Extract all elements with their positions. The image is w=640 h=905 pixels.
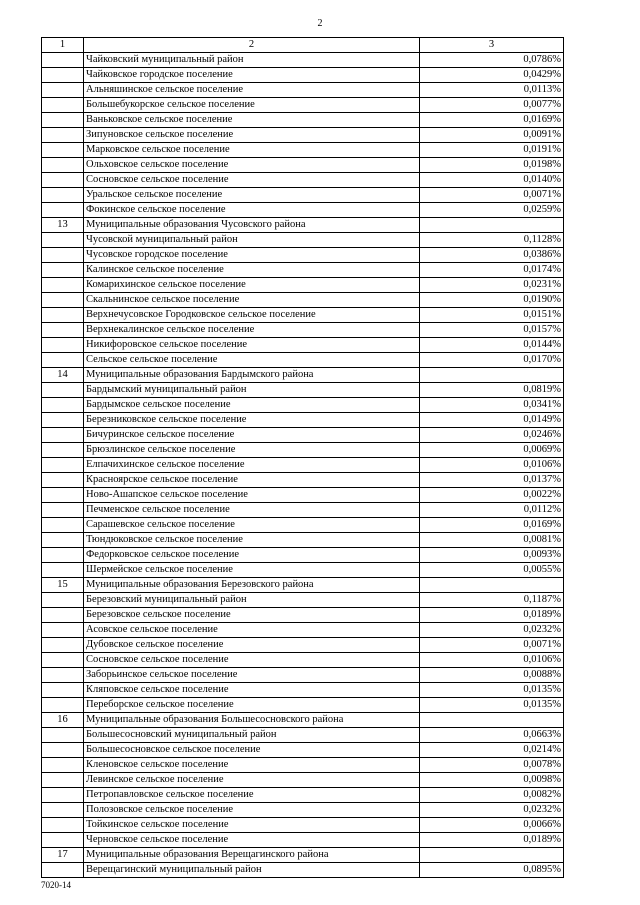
table-row xyxy=(42,848,564,863)
row-number xyxy=(42,113,84,128)
municipality-name: Муниципальные образования Бардымского района xyxy=(84,368,420,383)
table-row xyxy=(42,113,564,128)
share-value: 0,0169% xyxy=(420,113,564,128)
share-value: 0,0106% xyxy=(420,653,564,668)
municipality-name: Муниципальные образования Березовского района xyxy=(84,578,420,593)
municipality-name: Заборьинское сельское поселение xyxy=(84,668,420,683)
share-value: 0,0157% xyxy=(420,323,564,338)
share-value: 0,0082% xyxy=(420,788,564,803)
row-number xyxy=(42,503,84,518)
municipality-name: Чусовской муниципальный район xyxy=(84,233,420,248)
row-number xyxy=(42,143,84,158)
row-number xyxy=(42,173,84,188)
table-row xyxy=(42,758,564,773)
table-row xyxy=(42,458,564,473)
share-value: 0,1187% xyxy=(420,593,564,608)
table-row xyxy=(42,593,564,608)
row-number xyxy=(42,743,84,758)
row-number xyxy=(42,98,84,113)
municipality-name: Сосновское сельское поселение xyxy=(84,173,420,188)
row-number xyxy=(42,443,84,458)
table-row xyxy=(42,83,564,98)
share-value xyxy=(420,218,564,233)
table-row xyxy=(42,683,564,698)
header-col-3: 3 xyxy=(420,38,564,53)
share-value: 0,0071% xyxy=(420,188,564,203)
row-number xyxy=(42,383,84,398)
row-number xyxy=(42,518,84,533)
row-number xyxy=(42,593,84,608)
share-value: 0,0341% xyxy=(420,398,564,413)
row-number: 17 xyxy=(42,848,84,863)
table-row xyxy=(42,53,564,68)
row-number xyxy=(42,293,84,308)
municipality-name: Переборское сельское поселение xyxy=(84,698,420,713)
municipality-name: Марковское сельское поселение xyxy=(84,143,420,158)
table-row xyxy=(42,158,564,173)
municipality-name: Бардымский муниципальный район xyxy=(84,383,420,398)
municipality-name: Муниципальные образования Чусовского района xyxy=(84,218,420,233)
table-row xyxy=(42,548,564,563)
row-number xyxy=(42,863,84,878)
share-value: 0,0069% xyxy=(420,443,564,458)
share-value: 0,0137% xyxy=(420,473,564,488)
share-value: 0,0149% xyxy=(420,413,564,428)
share-value: 0,0819% xyxy=(420,383,564,398)
share-value: 0,0259% xyxy=(420,203,564,218)
municipality-name: Чусовское городское поселение xyxy=(84,248,420,263)
table-row xyxy=(42,488,564,503)
row-number xyxy=(42,563,84,578)
municipality-name: Березниковское сельское поселение xyxy=(84,413,420,428)
share-value: 0,0191% xyxy=(420,143,564,158)
table-row xyxy=(42,803,564,818)
municipality-name: Березовское сельское поселение xyxy=(84,608,420,623)
share-value xyxy=(420,713,564,728)
share-value: 0,0081% xyxy=(420,533,564,548)
row-number xyxy=(42,203,84,218)
share-value: 0,0077% xyxy=(420,98,564,113)
table-row xyxy=(42,413,564,428)
row-number xyxy=(42,248,84,263)
municipality-name: Муниципальные образования Верещагинского района xyxy=(84,848,420,863)
municipality-name: Кляповское сельское поселение xyxy=(84,683,420,698)
row-number xyxy=(42,788,84,803)
table-row xyxy=(42,623,564,638)
row-number xyxy=(42,758,84,773)
table-row xyxy=(42,668,564,683)
municipality-name: Большесосновский муниципальный район xyxy=(84,728,420,743)
municipality-name: Ольховское сельское поселение xyxy=(84,158,420,173)
share-value: 0,0071% xyxy=(420,638,564,653)
table-row xyxy=(42,698,564,713)
table-row xyxy=(42,383,564,398)
row-number xyxy=(42,338,84,353)
municipality-name: Ново-Ашапское сельское поселение xyxy=(84,488,420,503)
municipality-name: Елпачихинское сельское поселение xyxy=(84,458,420,473)
table-row xyxy=(42,308,564,323)
share-value: 0,0113% xyxy=(420,83,564,98)
share-value: 0,0055% xyxy=(420,563,564,578)
table-row xyxy=(42,578,564,593)
row-number xyxy=(42,83,84,98)
municipality-name: Альняшинское сельское поселение xyxy=(84,83,420,98)
row-number xyxy=(42,278,84,293)
table-row xyxy=(42,443,564,458)
table-row xyxy=(42,203,564,218)
share-value: 0,0189% xyxy=(420,833,564,848)
municipality-name: Верещагинский муниципальный район xyxy=(84,863,420,878)
table-row xyxy=(42,128,564,143)
table-row xyxy=(42,338,564,353)
allocation-table xyxy=(41,37,564,878)
municipality-name: Черновское сельское поселение xyxy=(84,833,420,848)
municipality-name: Ваньковское сельское поселение xyxy=(84,113,420,128)
table-row xyxy=(42,353,564,368)
municipality-name: Верхнекалинское сельское поселение xyxy=(84,323,420,338)
share-value: 0,0198% xyxy=(420,158,564,173)
share-value xyxy=(420,578,564,593)
municipality-name: Сарашевское сельское поселение xyxy=(84,518,420,533)
municipality-name: Комарихинское сельское поселение xyxy=(84,278,420,293)
share-value: 0,0106% xyxy=(420,458,564,473)
share-value: 0,0214% xyxy=(420,743,564,758)
row-number xyxy=(42,728,84,743)
table-row xyxy=(42,188,564,203)
row-number: 16 xyxy=(42,713,84,728)
row-number xyxy=(42,263,84,278)
table-row xyxy=(42,323,564,338)
municipality-name: Скальнинское сельское поселение xyxy=(84,293,420,308)
municipality-name: Тойкинское сельское поселение xyxy=(84,818,420,833)
share-value: 0,0232% xyxy=(420,623,564,638)
share-value: 0,0112% xyxy=(420,503,564,518)
share-value: 0,0231% xyxy=(420,278,564,293)
table-row xyxy=(42,713,564,728)
share-value: 0,0022% xyxy=(420,488,564,503)
municipality-name: Чайковское городское поселение xyxy=(84,68,420,83)
row-number xyxy=(42,128,84,143)
row-number xyxy=(42,188,84,203)
table-row xyxy=(42,248,564,263)
row-number xyxy=(42,833,84,848)
share-value: 0,0170% xyxy=(420,353,564,368)
row-number xyxy=(42,53,84,68)
share-value: 0,0066% xyxy=(420,818,564,833)
document-code: 7020-14 xyxy=(41,880,71,890)
municipality-name: Левинское сельское поселение xyxy=(84,773,420,788)
share-value: 0,0135% xyxy=(420,683,564,698)
row-number xyxy=(42,803,84,818)
table-row xyxy=(42,503,564,518)
table-row xyxy=(42,293,564,308)
table-row xyxy=(42,173,564,188)
municipality-name: Печменское сельское поселение xyxy=(84,503,420,518)
table-row xyxy=(42,428,564,443)
share-value: 0,0174% xyxy=(420,263,564,278)
municipality-name: Сосновское сельское поселение xyxy=(84,653,420,668)
municipality-name: Полозовское сельское поселение xyxy=(84,803,420,818)
row-number xyxy=(42,458,84,473)
row-number xyxy=(42,623,84,638)
row-number xyxy=(42,353,84,368)
municipality-name: Шермейское сельское поселение xyxy=(84,563,420,578)
share-value: 0,0190% xyxy=(420,293,564,308)
municipality-name: Бичуринское сельское поселение xyxy=(84,428,420,443)
row-number xyxy=(42,548,84,563)
share-value: 0,0098% xyxy=(420,773,564,788)
table-header-row xyxy=(42,38,564,53)
share-value: 0,0169% xyxy=(420,518,564,533)
municipality-name: Петропавловское сельское поселение xyxy=(84,788,420,803)
table-row xyxy=(42,653,564,668)
table-row xyxy=(42,788,564,803)
share-value: 0,0151% xyxy=(420,308,564,323)
page-number: 2 xyxy=(317,18,323,29)
municipality-name: Муниципальные образования Большесосновского района xyxy=(84,713,420,728)
row-number: 14 xyxy=(42,368,84,383)
table-row xyxy=(42,608,564,623)
share-value: 0,0144% xyxy=(420,338,564,353)
table-row xyxy=(42,818,564,833)
row-number xyxy=(42,473,84,488)
table-row xyxy=(42,773,564,788)
table-row xyxy=(42,68,564,83)
municipality-name: Большесосновское сельское поселение xyxy=(84,743,420,758)
share-value: 0,0078% xyxy=(420,758,564,773)
row-number xyxy=(42,233,84,248)
municipality-name: Федорковское сельское поселение xyxy=(84,548,420,563)
municipality-name: Большебукорское сельское поселение xyxy=(84,98,420,113)
table-row xyxy=(42,368,564,383)
row-number xyxy=(42,818,84,833)
row-number xyxy=(42,308,84,323)
municipality-name: Никифоровское сельское поселение xyxy=(84,338,420,353)
municipality-name: Красноярское сельское поселение xyxy=(84,473,420,488)
table-row xyxy=(42,743,564,758)
share-value xyxy=(420,848,564,863)
share-value: 0,0088% xyxy=(420,668,564,683)
row-number xyxy=(42,638,84,653)
row-number xyxy=(42,488,84,503)
table-row xyxy=(42,218,564,233)
municipality-name: Фокинское сельское поселение xyxy=(84,203,420,218)
municipality-name: Кленовское сельское поселение xyxy=(84,758,420,773)
municipality-name: Бардымское сельское поселение xyxy=(84,398,420,413)
table-row xyxy=(42,233,564,248)
table-row xyxy=(42,473,564,488)
share-value: 0,0189% xyxy=(420,608,564,623)
table-row xyxy=(42,728,564,743)
municipality-name: Чайковский муниципальный район xyxy=(84,53,420,68)
share-value: 0,0663% xyxy=(420,728,564,743)
table-row xyxy=(42,143,564,158)
municipality-name: Брюзлинское сельское поселение xyxy=(84,443,420,458)
row-number: 15 xyxy=(42,578,84,593)
row-number xyxy=(42,608,84,623)
share-value: 0,0093% xyxy=(420,548,564,563)
row-number xyxy=(42,668,84,683)
table-row xyxy=(42,563,564,578)
row-number xyxy=(42,428,84,443)
share-value: 0,0091% xyxy=(420,128,564,143)
table-row xyxy=(42,518,564,533)
table-row xyxy=(42,98,564,113)
table-row xyxy=(42,278,564,293)
row-number xyxy=(42,413,84,428)
municipality-name: Тюндюковское сельское поселение xyxy=(84,533,420,548)
table-row xyxy=(42,533,564,548)
share-value: 0,0232% xyxy=(420,803,564,818)
municipality-name: Верхнечусовское Городковское сельское поселение xyxy=(84,308,420,323)
row-number xyxy=(42,683,84,698)
table-row xyxy=(42,833,564,848)
share-value: 0,0386% xyxy=(420,248,564,263)
header-col-2: 2 xyxy=(84,38,420,53)
municipality-name: Сельское сельское поселение xyxy=(84,353,420,368)
row-number xyxy=(42,773,84,788)
header-col-1: 1 xyxy=(42,38,84,53)
row-number xyxy=(42,533,84,548)
municipality-name: Березовский муниципальный район xyxy=(84,593,420,608)
share-value: 0,1128% xyxy=(420,233,564,248)
table-row xyxy=(42,863,564,878)
row-number xyxy=(42,398,84,413)
table-row xyxy=(42,638,564,653)
municipality-name: Уральское сельское поселение xyxy=(84,188,420,203)
table-row xyxy=(42,263,564,278)
municipality-name: Зипуновское сельское поселение xyxy=(84,128,420,143)
municipality-name: Дубовское сельское поселение xyxy=(84,638,420,653)
row-number xyxy=(42,698,84,713)
municipality-name: Асовское сельское поселение xyxy=(84,623,420,638)
share-value: 0,0786% xyxy=(420,53,564,68)
row-number xyxy=(42,323,84,338)
share-value: 0,0246% xyxy=(420,428,564,443)
table-row xyxy=(42,398,564,413)
share-value: 0,0140% xyxy=(420,173,564,188)
row-number xyxy=(42,68,84,83)
share-value: 0,0895% xyxy=(420,863,564,878)
share-value xyxy=(420,368,564,383)
row-number xyxy=(42,653,84,668)
municipality-name: Калинское сельское поселение xyxy=(84,263,420,278)
share-value: 0,0135% xyxy=(420,698,564,713)
row-number xyxy=(42,158,84,173)
row-number: 13 xyxy=(42,218,84,233)
share-value: 0,0429% xyxy=(420,68,564,83)
